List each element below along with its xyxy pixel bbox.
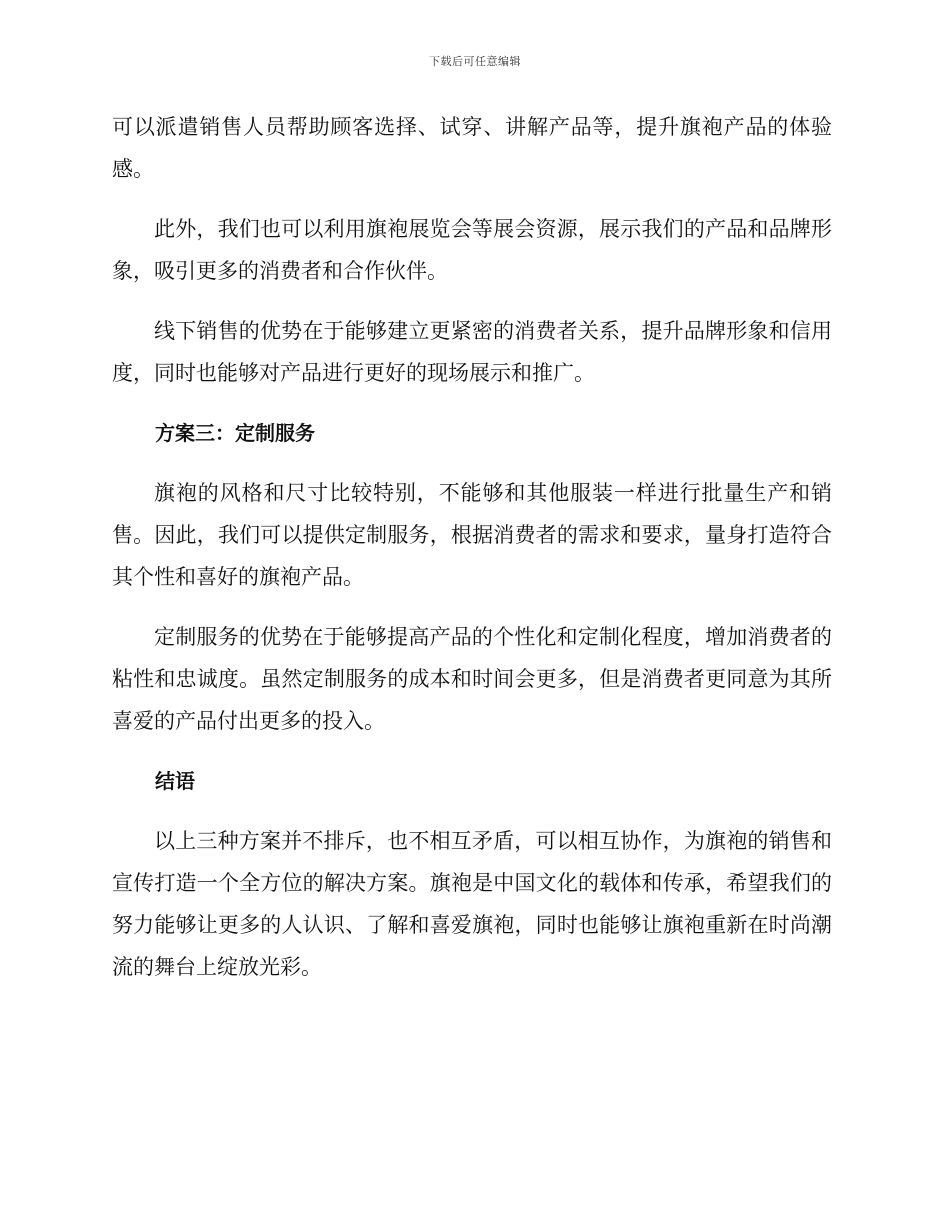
paragraph-exhibition: 此外，我们也可以利用旗袍展览会等展会资源，展示我们的产品和品牌形象，吸引更多的消费者和合作伙伴。 (112, 217, 832, 283)
section-heading-conclusion: 结语 (155, 769, 195, 793)
page-header: 下载后可任意编辑 (429, 55, 521, 68)
paragraph-offline-advantage: 线下销售的优势在于能够建立更紧密的消费者关系，提升品牌形象和信用度，同时也能够对产品进行更好的现场展示和推广。 (112, 319, 832, 385)
section-heading-custom-service: 方案三：定制服务 (155, 421, 315, 445)
document-body (112, 106, 832, 1006)
paragraph-continuation: 可以派遣销售人员帮助顾客选择、试穿、讲解产品等，提升旗袍产品的体验感。 (112, 115, 832, 181)
paragraph-conclusion: 以上三种方案并不排斥，也不相互矛盾，可以相互协作，为旗袍的销售和宣传打造一个全方位的解决方案。旗袍是中国文化的载体和传承，希望我们的努力能够让更多的人认识、了解和喜爱旗袍，同时也能够让旗袍重新在时尚潮流的舞台上绽放光彩。 (112, 829, 832, 979)
paragraph-custom-intro: 旗袍的风格和尺寸比较特别，不能够和其他服装一样进行批量生产和销售。因此，我们可以提供定制服务，根据消费者的需求和要求，量身打造符合其个性和喜好的旗袍产品。 (112, 481, 832, 589)
paragraph-custom-advantage: 定制服务的优势在于能够提高产品的个性化和定制化程度，增加消费者的粘性和忠诚度。虽然定制服务的成本和时间会更多，但是消费者更同意为其所喜爱的产品付出更多的投入。 (112, 625, 832, 733)
